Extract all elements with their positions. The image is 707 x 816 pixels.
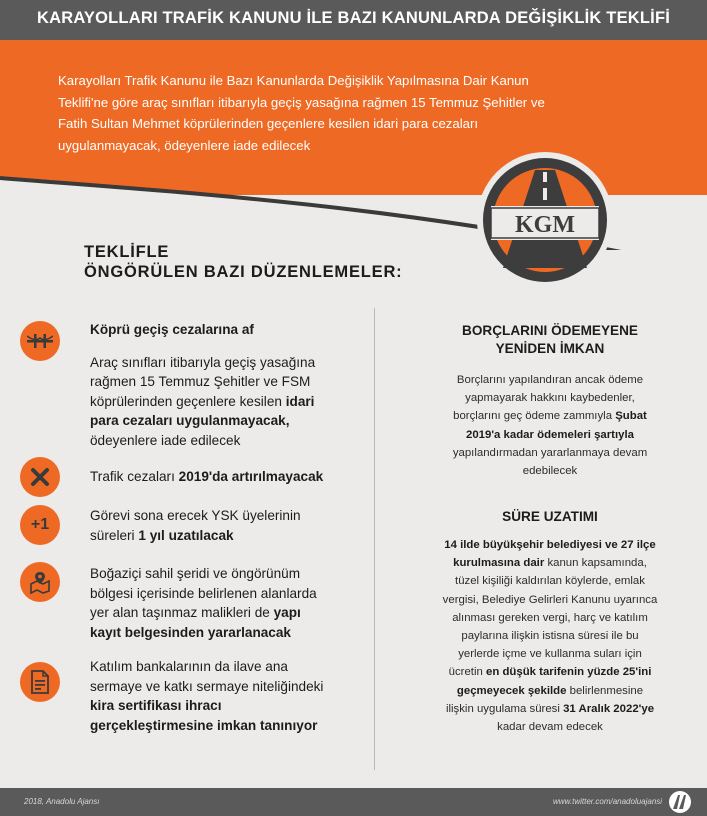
- ysk-item-line: Görevi sona erecek YSK üyelerinin: [90, 508, 301, 523]
- extension-text-bold: geçmeyecek şekilde: [456, 684, 567, 697]
- bank-item-line: sermaye ve katkı sermaye niteliğindeki: [90, 678, 324, 694]
- intro-line: Fatih Sultan Mehmet köprülerinden geçenlere kesilen idari para cezaları: [58, 116, 479, 131]
- extension-text-bold: kurulmasına dair: [453, 557, 545, 570]
- bosphorus-item: [90, 564, 355, 642]
- intro-text: [58, 70, 558, 156]
- map-pin-icon: [20, 562, 60, 602]
- extension-text-line: ilişkin uygulama süresi: [445, 702, 564, 715]
- kgm-logo: [475, 150, 615, 290]
- intro-line: Karayolları Trafik Kanunu ile Bazı Kanunlarda Değişiklik Yapılmasına Dair Kanun: [58, 73, 529, 88]
- column-divider: [374, 308, 375, 770]
- extension-text: [430, 536, 670, 736]
- section-heading: [84, 242, 402, 282]
- extension-text-line: kadar devam edecek: [497, 721, 603, 734]
- bridge-item-title: Köprü geçiş cezalarına af: [90, 322, 254, 337]
- bosphorus-item-line: Boğaziçi sahil şeridi ve öngörünüm: [90, 566, 301, 581]
- ysk-item: [90, 506, 355, 545]
- fines-item: [90, 467, 355, 487]
- extension-text-line: yerlerde içme ve kullanma suları için: [458, 648, 642, 661]
- debt-text-line: edebilecek: [522, 465, 578, 478]
- footer: [0, 788, 707, 816]
- section-heading-line: ÖNGÖRÜLEN BAZI DÜZENLEMELER:: [84, 263, 403, 281]
- bridge-item-line: rağmen 15 Temmuz Şehitler ve FSM: [90, 374, 311, 389]
- fines-item-bold: 2019'da artırılmayacak: [178, 469, 324, 484]
- bridge-item-line: Araç sınıfları itibarıyla geçiş yasağına: [90, 354, 316, 370]
- debt-text: [430, 371, 670, 480]
- ysk-item-bold: 1 yıl uzatılacak: [138, 527, 234, 543]
- section-heading-line: TEKLİFLE: [84, 243, 170, 261]
- bank-item-bold: gerçekleştirmesine imkan tanınıyor: [90, 717, 318, 733]
- extension-text-line: kanun kapsamında,: [544, 557, 647, 570]
- title-bar: [0, 0, 707, 40]
- debt-heading: [420, 322, 680, 358]
- extension-text-line: tüzel kişiliği kaldırılan köylerde, emlak: [455, 575, 645, 588]
- debt-heading-line: YENİDEN İMKAN: [495, 341, 605, 356]
- cross-icon: [20, 457, 60, 497]
- debt-text-line: yapmayarak hakkını kaybedenler,: [465, 392, 635, 405]
- extension-text-bold: 14 ilde büyükşehir belediyesi ve 27 ilçe: [444, 539, 656, 551]
- bosphorus-item-line: yer alan taşınmaz malikleri de: [90, 605, 274, 620]
- bosphorus-item-bold: yapı: [273, 605, 301, 620]
- document-icon: [20, 662, 60, 702]
- bridge-item-line: köprülerinden geçenlere kesilen: [90, 393, 286, 409]
- debt-text-line: yapılandırmadan yararlanmaya devam: [452, 446, 648, 459]
- bank-item-bold: kira sertifikası ihracı: [90, 698, 222, 713]
- bosphorus-item-bold: kayıt belgesinden yararlanacak: [90, 624, 291, 640]
- bank-item-line: Katılım bankalarının da ilave ana: [90, 659, 288, 674]
- extension-text-line: belirlenmesine: [566, 684, 644, 697]
- bosphorus-item-line: bölgesi içerisinde belirlenen alanlarda: [90, 585, 317, 601]
- debt-text-line: borçlarını geç ödeme zammıyla: [453, 410, 616, 423]
- bridge-item-bold: para cezaları uygulanmayacak,: [90, 413, 290, 428]
- footer-twitter-link[interactable]: www.twitter.com/anadoluajansi: [553, 797, 663, 806]
- extension-text-bold: en düşük tarifenin yüzde 25'ini: [485, 666, 652, 679]
- extension-text-line: vergisi, Belediye Gelirleri Kanunu uyarınca: [442, 593, 658, 606]
- debt-heading-line: BORÇLARINI ÖDEMEYENE: [462, 323, 638, 338]
- debt-text-line: Borçlarını yapılandıran ancak ödeme: [456, 374, 644, 386]
- plus-one-icon: [20, 505, 60, 545]
- aa-logo-icon: [668, 790, 692, 814]
- bank-item: [90, 657, 355, 735]
- bridge-item-line: ödeyenlere iade edilecek: [90, 432, 241, 448]
- ysk-item-line: süreleri: [90, 527, 139, 543]
- extension-text-line: paylarına ilişkin istisna süresi ile bu: [461, 630, 639, 643]
- debt-text-bold: 2019'a kadar ödemeleri şartıyla: [466, 428, 634, 441]
- bridge-icon: [20, 321, 60, 361]
- bridge-item-bold: idari: [285, 393, 315, 409]
- intro-line: uygulanmayacak, ödeyenlere iade edilecek: [58, 137, 311, 153]
- intro-line: Teklifi'ne göre araç sınıfları itibarıyla geçiş yasağına rağmen 15 Temmuz Şehitler ve: [58, 94, 545, 110]
- debt-text-bold: Şubat: [615, 410, 647, 423]
- kgm-logo-text: KGM: [515, 212, 575, 238]
- page-title: KARAYOLLARI TRAFİK KANUNU İLE BAZI KANUNLARDA DEĞİŞİKLİK TEKLİFİ: [36, 9, 671, 27]
- fines-item-text: Trafik cezaları: [90, 469, 179, 484]
- plus-one-icon-text: +1: [30, 516, 50, 533]
- extension-text-line: ücretin: [448, 666, 486, 679]
- bridge-item: [90, 320, 355, 450]
- footer-copyright: 2018, Anadolu Ajansı: [24, 797, 100, 806]
- extension-text-bold: 31 Aralık 2022'ye: [563, 702, 655, 715]
- extension-heading: SÜRE UZATIMI: [502, 509, 598, 524]
- extension-text-line: alınması gereken vergi, harç ve katılım: [452, 611, 648, 624]
